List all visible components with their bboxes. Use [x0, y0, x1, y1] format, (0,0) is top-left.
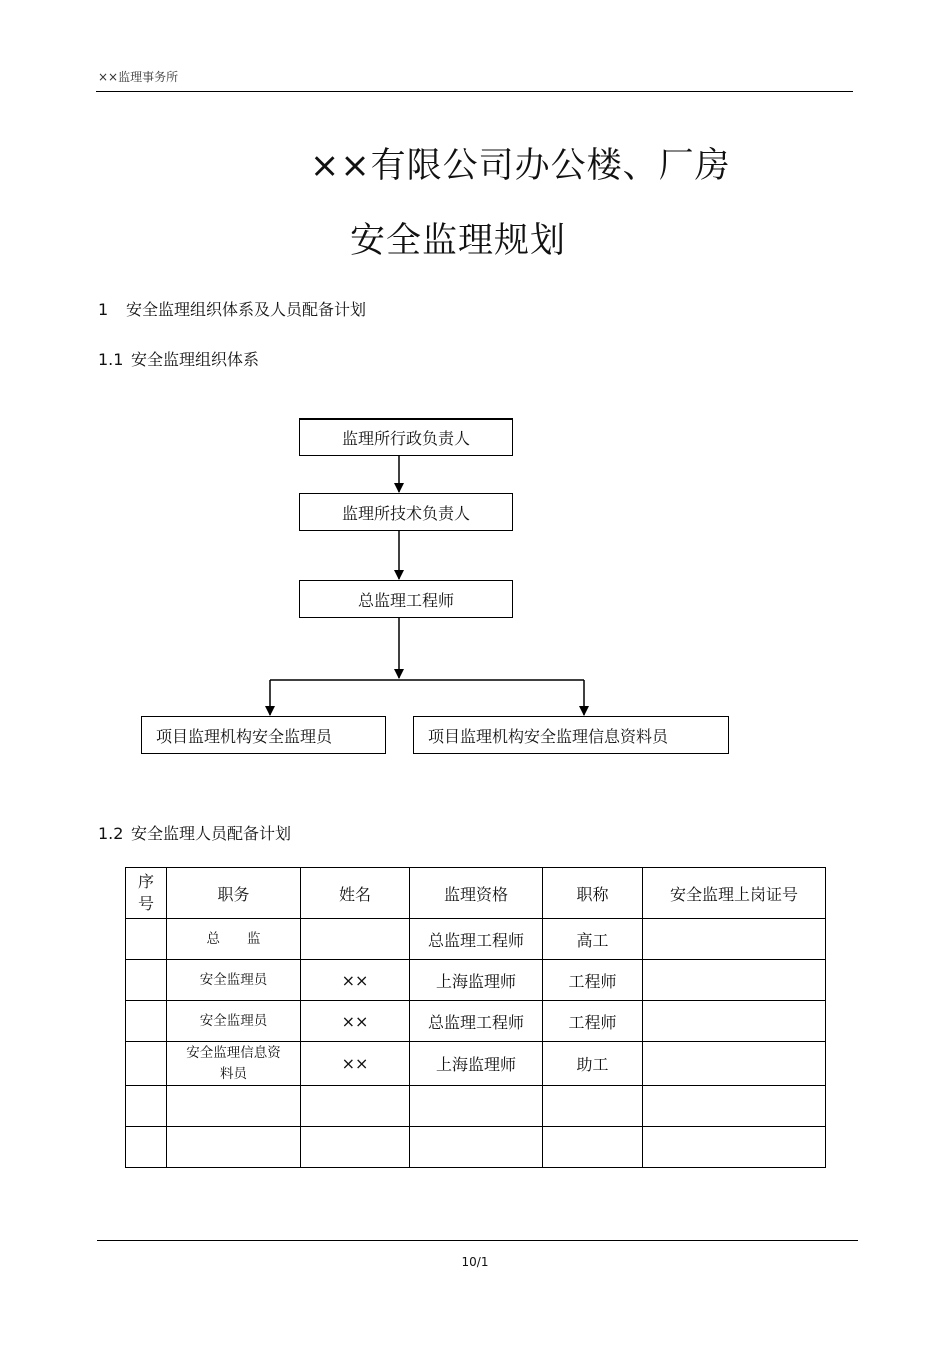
- table-cell: [126, 960, 167, 1001]
- header-org-name: ××监理事务所: [98, 70, 179, 84]
- table-cell: [126, 919, 167, 960]
- org-node-tech-head: [299, 493, 513, 531]
- table-cell: ××: [301, 1001, 410, 1042]
- document-title-line-2: 安全监理规划: [350, 221, 567, 261]
- table-cell: [643, 960, 826, 1001]
- section-1-2-heading: [98, 821, 291, 844]
- table-cell: [643, 1127, 826, 1168]
- table-header-row: [126, 868, 826, 919]
- org-node-label: 项目监理机构安全监理员: [156, 726, 333, 746]
- table-cell: 安全监理员: [167, 960, 301, 1001]
- table-cell: [301, 1086, 410, 1127]
- table-row: [126, 960, 826, 1001]
- org-node-label: 监理所行政负责人: [341, 429, 470, 448]
- table-cell: 总 监: [167, 919, 301, 960]
- table-cell: 工程师: [543, 1001, 643, 1042]
- table-header-cell: 职务: [167, 868, 301, 919]
- table-cell: 总监理工程师: [410, 1001, 543, 1042]
- table-cell: [167, 1127, 301, 1168]
- org-node-safety-supervisor: [141, 716, 386, 754]
- table-cell: [410, 1127, 543, 1168]
- table-row: [126, 919, 826, 960]
- table-cell: ××: [301, 1042, 410, 1086]
- org-node-chief-engineer: [299, 580, 513, 618]
- table-cell: [643, 1042, 826, 1086]
- section-1-title: 安全监理组织体系及人员配备计划: [126, 300, 367, 319]
- table-row: [126, 1127, 826, 1168]
- document-title-line-1: ××有限公司办公楼、厂房: [310, 146, 731, 186]
- table-cell: 上海监理师: [410, 960, 543, 1001]
- table-row: [126, 1042, 826, 1086]
- table-cell: [410, 1086, 543, 1127]
- table-cell: [126, 1042, 167, 1086]
- table-cell: [643, 919, 826, 960]
- table-cell: 安全监理信息资料员: [167, 1042, 301, 1086]
- table-row: [126, 1086, 826, 1127]
- org-node-label: 项目监理机构安全监理信息资料员: [428, 726, 669, 746]
- table-cell: [126, 1001, 167, 1042]
- org-node-info-clerk: [413, 716, 729, 754]
- table-header-cell: 安全监理上岗证号: [643, 868, 826, 919]
- table-cell: 上海监理师: [410, 1042, 543, 1086]
- section-1-1-number: 1.1: [98, 350, 124, 369]
- table-cell: 工程师: [543, 960, 643, 1001]
- table-cell: [126, 1086, 167, 1127]
- table-header-cell: 序号: [126, 868, 167, 919]
- table-cell: [301, 919, 410, 960]
- section-1-number: 1: [98, 300, 109, 319]
- table-header-cell: 职称: [543, 868, 643, 919]
- staff-plan-table: [125, 867, 826, 1168]
- section-1-2-title: 安全监理人员配备计划: [131, 824, 292, 843]
- table-header-cell: 监理资格: [410, 868, 543, 919]
- table-cell: [167, 1086, 301, 1127]
- section-1-2-number: 1.2: [98, 824, 124, 843]
- table-cell: 助工: [543, 1042, 643, 1086]
- org-node-admin-head: [299, 418, 513, 456]
- page-number: 10/1: [461, 1255, 489, 1269]
- table-cell: ××: [301, 960, 410, 1001]
- footer-divider: [97, 1240, 858, 1241]
- table-cell: 总监理工程师: [410, 919, 543, 960]
- org-node-label: 监理所技术负责人: [341, 503, 470, 523]
- table-cell: [543, 1127, 643, 1168]
- table-cell: [643, 1001, 826, 1042]
- table-header-cell: 姓名: [301, 868, 410, 919]
- table-cell: [643, 1086, 826, 1127]
- table-cell: 高工: [543, 919, 643, 960]
- section-1-1-title: 安全监理组织体系: [131, 350, 260, 369]
- table-row: [126, 1001, 826, 1042]
- table-cell: 安全监理员: [167, 1001, 301, 1042]
- table-cell: [126, 1127, 167, 1168]
- table-cell: [301, 1127, 410, 1168]
- table-cell: [543, 1086, 643, 1127]
- org-node-label: 总监理工程师: [357, 590, 454, 610]
